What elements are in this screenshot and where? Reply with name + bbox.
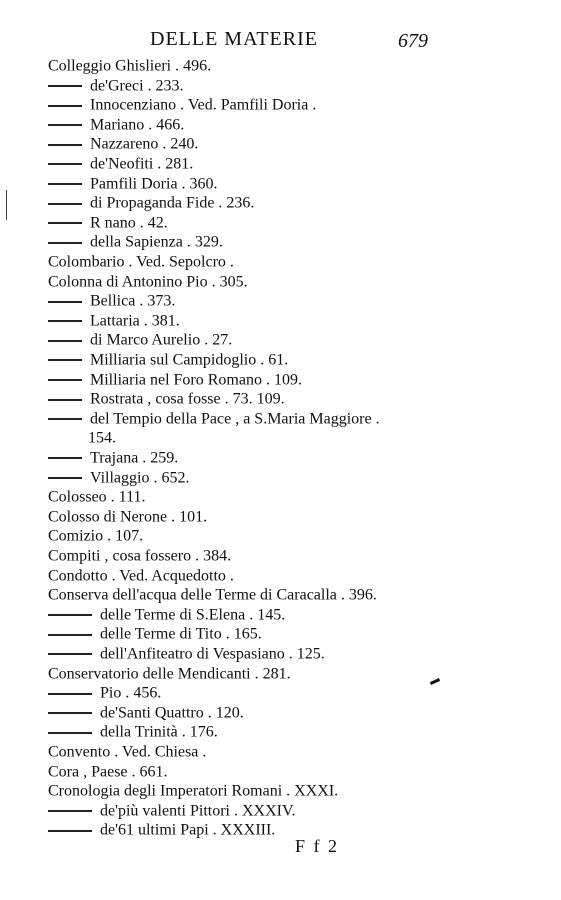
index-subentry — [48, 76, 184, 96]
entry-text: delle Terme di Tito . 165. — [100, 625, 262, 643]
entry-text: delle Terme di S.Elena . 145. — [100, 606, 286, 624]
index-entry — [48, 781, 338, 801]
repeat-dash — [48, 693, 92, 695]
entry-text: Milliaria sul Campidoglio . 61. — [90, 351, 289, 369]
entry-text: Comizio . 107. — [48, 527, 144, 545]
index-subentry — [48, 820, 275, 840]
entry-text: Rostrata , cosa fosse . 73. 109. — [90, 390, 285, 408]
entry-text: Bellica . 373. — [90, 292, 176, 310]
repeat-dash — [48, 242, 82, 244]
entry-text: Compiti , cosa fossero . 384. — [48, 547, 232, 565]
entry-text: de'61 ultimi Papi . XXXIII. — [100, 821, 276, 839]
index-entry — [48, 566, 234, 586]
entry-text: Colosso di Nerone . 101. — [48, 508, 208, 526]
entry-text: di Propaganda Fide . 236. — [90, 194, 255, 212]
index-subentry — [48, 722, 218, 742]
repeat-dash — [48, 105, 82, 107]
repeat-dash — [48, 301, 82, 303]
entry-text: Villaggio . 652. — [90, 468, 190, 486]
entry-text: Colosseo . 111. — [48, 488, 146, 506]
index-entry — [48, 487, 145, 507]
entry-text: de'Neofiti . 281. — [90, 155, 194, 173]
repeat-dash — [48, 810, 92, 812]
index-subentry — [48, 291, 175, 311]
entry-text: Innocenziano . Ved. Pamfili Doria . — [90, 96, 317, 114]
index-entry — [48, 507, 207, 527]
repeat-dash — [48, 653, 92, 655]
entry-text: de'Santi Quattro . 120. — [100, 704, 244, 722]
entry-text: Pio . 456. — [100, 684, 162, 702]
entry-text: Conserva dell'acqua delle Terme di Caracalla . 396. — [48, 586, 377, 604]
index-subentry — [48, 703, 244, 723]
repeat-dash — [48, 477, 82, 479]
index-subentry — [48, 311, 180, 331]
entry-text: Pamfili Doria . 360. — [90, 174, 218, 192]
entry-text: de'più valenti Pittori . XXXIV. — [100, 802, 296, 820]
repeat-dash — [48, 614, 92, 616]
index-subentry — [48, 193, 254, 213]
index-subentry — [48, 624, 262, 644]
index-subentry — [48, 409, 380, 429]
entry-text: Colombario . Ved. Sepolcro . — [48, 253, 234, 271]
index-subentry — [48, 115, 184, 135]
repeat-dash — [48, 457, 82, 459]
repeat-dash — [48, 359, 82, 361]
index-subentry — [48, 213, 168, 233]
index-entry — [48, 56, 211, 76]
index-subentry — [48, 389, 285, 409]
index-entry-continuation — [88, 428, 116, 448]
repeat-dash — [48, 320, 82, 322]
repeat-dash — [48, 830, 92, 832]
repeat-dash — [48, 222, 82, 224]
index-entry — [48, 762, 168, 782]
entry-text: Cronologia degli Imperatori Romani . XXXI. — [48, 782, 339, 800]
index-entry — [48, 585, 377, 605]
entry-text: Convento . Ved. Chiesa . — [48, 743, 207, 761]
index-subentry — [48, 644, 325, 664]
repeat-dash — [48, 163, 82, 165]
index-subentry — [48, 801, 295, 821]
entry-text: Nazzareno . 240. — [90, 135, 199, 153]
index-subentry — [48, 448, 178, 468]
repeat-dash — [48, 144, 82, 146]
index-entry — [48, 742, 206, 762]
printer-signature: F f 2 — [295, 836, 340, 856]
index-subentry — [48, 330, 232, 350]
page-title: DELLE MATERIE — [150, 28, 318, 50]
entry-text: di Marco Aurelio . 27. — [90, 331, 233, 349]
entry-text: Colonna di Antonino Pio . 305. — [48, 272, 248, 290]
index-subentry — [48, 370, 302, 390]
index-subentry — [48, 154, 193, 174]
entry-text: Lattaria . 381. — [90, 312, 180, 330]
repeat-dash — [48, 203, 82, 205]
repeat-dash — [48, 124, 82, 126]
entry-text: Mariano . 466. — [90, 116, 185, 134]
index-entry — [48, 526, 143, 546]
page-number: 679 — [398, 30, 428, 52]
index-subentry — [48, 350, 288, 370]
index-entry — [48, 546, 231, 566]
entry-text: Colleggio Ghislieri . 496. — [48, 57, 212, 75]
index-subentry — [48, 468, 189, 488]
index-subentry — [48, 95, 316, 115]
repeat-dash — [48, 399, 82, 401]
index-entry — [48, 272, 248, 292]
entry-text: del Tempio della Pace , a S.Maria Maggiore . — [90, 410, 380, 428]
entry-text: Cora , Paese . 661. — [48, 762, 168, 780]
repeat-dash — [48, 634, 92, 636]
index-subentry — [48, 232, 223, 252]
repeat-dash — [48, 418, 82, 420]
index-subentry — [48, 605, 285, 625]
index-subentry — [48, 683, 161, 703]
entry-text: Condotto . Ved. Acquedotto . — [48, 566, 234, 584]
entry-text: Trajana . 259. — [90, 449, 179, 467]
repeat-dash — [48, 732, 92, 734]
entry-text: de'Greci . 233. — [90, 76, 184, 94]
repeat-dash — [48, 379, 82, 381]
repeat-dash — [48, 712, 92, 714]
entry-text: R nano . 42. — [90, 214, 168, 232]
entry-text: 154. — [88, 429, 116, 447]
entry-text: della Trinità . 176. — [100, 723, 218, 741]
entry-text: dell'Anfiteatro di Vespasiano . 125. — [100, 645, 325, 663]
repeat-dash — [48, 340, 82, 342]
index-entry — [48, 252, 234, 272]
index-entry — [48, 664, 291, 684]
repeat-dash — [48, 85, 82, 87]
repeat-dash — [48, 183, 82, 185]
index-subentry — [48, 174, 218, 194]
entry-text: della Sapienza . 329. — [90, 233, 223, 251]
margin-mark — [6, 190, 7, 220]
entry-text: Conservatorio delle Mendicanti . 281. — [48, 664, 291, 682]
entry-text: Milliaria nel Foro Romano . 109. — [90, 370, 302, 388]
index-subentry — [48, 134, 198, 154]
